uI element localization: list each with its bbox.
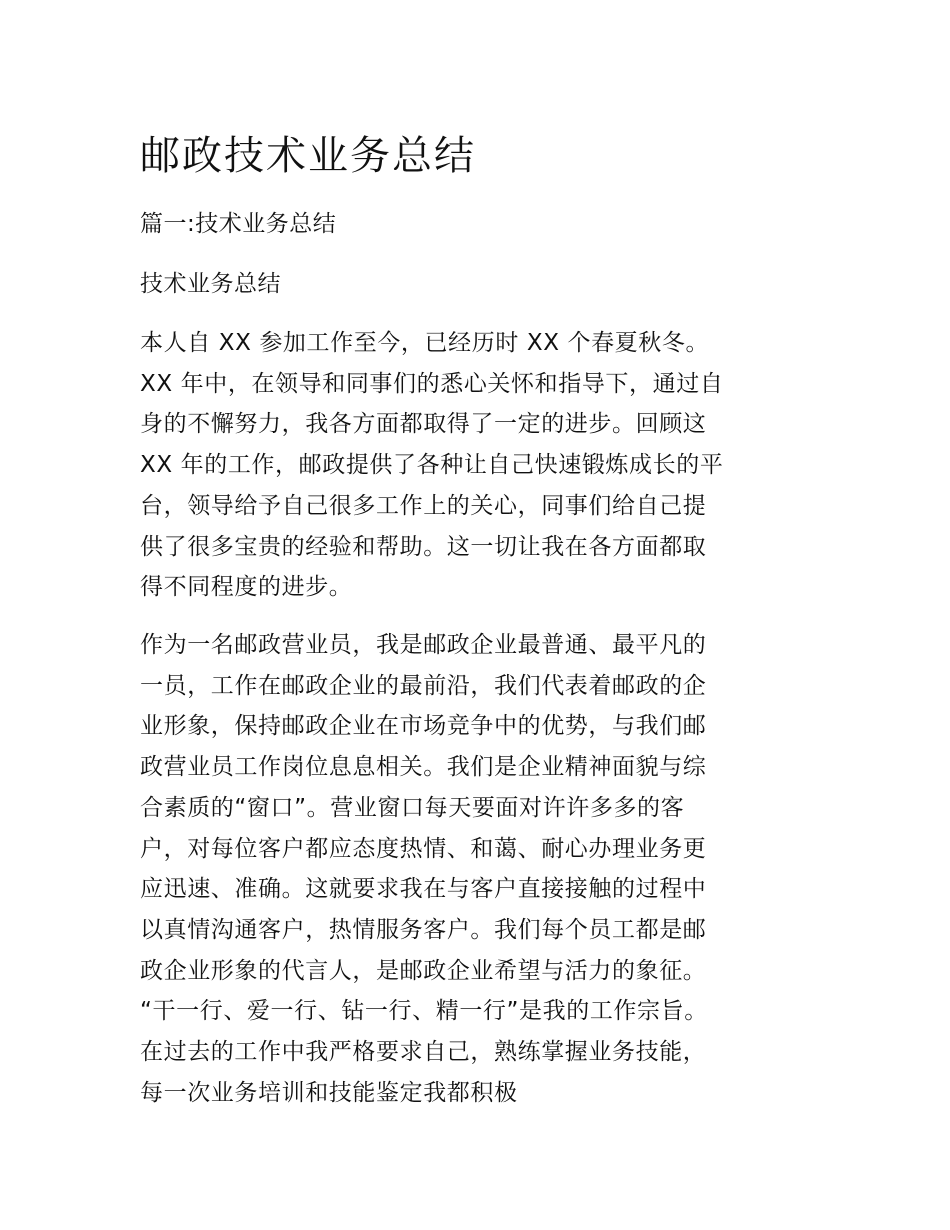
text-line: 在过去的工作中我严格要求自己，熟练掌握业务技能， xyxy=(140,1039,707,1066)
text-line: 台，领导给予自己很多工作上的关心，同事们给自己提 xyxy=(140,492,707,519)
text-line: XX 年的工作，邮政提供了各种让自己快速锻炼成长的平 xyxy=(140,452,724,479)
text-line: 政营业员工作岗位息息相关。我们是企业精神面貌与综 xyxy=(140,754,707,781)
text-line: 本人自 XX 参加工作至今，已经历时 XX 个春夏秋冬。 xyxy=(140,330,710,356)
text-line: 供了很多宝贵的经验和帮助。这一切让我在各方面都取 xyxy=(140,533,707,560)
text-line: 政企业形象的代言人，是邮政企业希望与活力的象征。 xyxy=(140,957,707,984)
text-line: 户，对每位客户都应态度热情、和蔼、耐心办理业务更 xyxy=(140,835,707,862)
text-line: 一员，工作在邮政企业的最前沿，我们代表着邮政的企 xyxy=(140,672,707,699)
text-line: 每一次业务培训和技能鉴定我都积极 xyxy=(140,1079,518,1106)
text-line: 以真情沟通客户，热情服务客户。我们每个员工都是邮 xyxy=(140,916,707,943)
document-title: 邮政技术业务总结 xyxy=(140,133,476,179)
text-line: “干一行、爱一行、钻一行、精一行”是我的工作宗旨。 xyxy=(140,998,708,1025)
text-line: 作为一名邮政营业员，我是邮政企业最普通、最平凡的 xyxy=(140,632,707,658)
text-line: 应迅速、准确。这就要求我在与客户直接接触的过程中 xyxy=(140,876,707,903)
text-line: 身的不懈努力，我各方面都取得了一定的进步。回顾这 xyxy=(140,411,707,438)
section-heading: 篇一:技术业务总结 xyxy=(140,211,337,237)
paragraph-1 xyxy=(140,323,723,608)
paragraph-2 xyxy=(140,625,708,1113)
text-line: 合素质的“窗口”。营业窗口每天要面对许许多多的客 xyxy=(140,794,685,821)
text-line: 得不同程度的进步。 xyxy=(140,574,353,601)
section-subheading: 技术业务总结 xyxy=(140,271,281,297)
text-line: 业形象，保持邮政企业在市场竞争中的优势，与我们邮 xyxy=(140,713,707,740)
text-line: XX 年中，在领导和同事们的悉心关怀和指导下，通过自 xyxy=(140,370,724,397)
